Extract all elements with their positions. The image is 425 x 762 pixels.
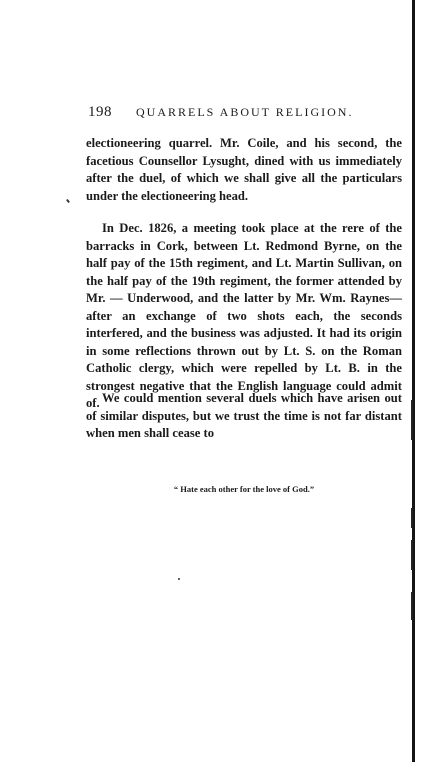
stray-mark <box>66 199 70 203</box>
footer-quote: “ Hate each other for the love of God.” <box>173 484 315 494</box>
paragraph-2 <box>86 220 402 413</box>
running-head: QUARRELS ABOUT RELIGION. <box>136 105 354 119</box>
page-edge-mark <box>411 508 413 528</box>
paragraph-1 <box>86 135 402 205</box>
page-header <box>88 104 388 124</box>
page-number: 198 <box>88 104 112 120</box>
paragraph-3 <box>86 390 402 443</box>
page-edge-mark <box>411 400 413 440</box>
paragraph-3-text: We could mention several duels which have arisen out of similar disputes, but we trust the time is not far distant when men shall cease to <box>86 391 402 440</box>
paragraph-2-text: In Dec. 1826, a meeting took place at the rere of the barracks in Cork, between Lt. Redmond Byrne, on the half pay of the 15th regiment, and Lt. Martin Sullivan, on the half pay of the 19th regiment, the former attended by Mr. — Underwood, and the latter by Mr. Wm. Raynes—after an exchange of two shots each, the seconds interfered, and the business was adjusted. It had its origin in some reflections thrown out by Lt. S. on the Roman Catholic clergy, which were repelled by Lt. B. in the strongest negative that the English language could admit of. <box>86 221 402 410</box>
page-edge-mark <box>411 592 413 620</box>
paragraph-1-text: electioneering quarrel. Mr. Coile, and his second, the facetious Counsellor Lysught, dined with us immediately after the duel, of which we shall give all the particulars under the electioneering head. <box>86 136 402 203</box>
page-edge-mark <box>411 540 413 570</box>
stray-mark <box>178 578 180 580</box>
page-edge <box>412 0 415 762</box>
